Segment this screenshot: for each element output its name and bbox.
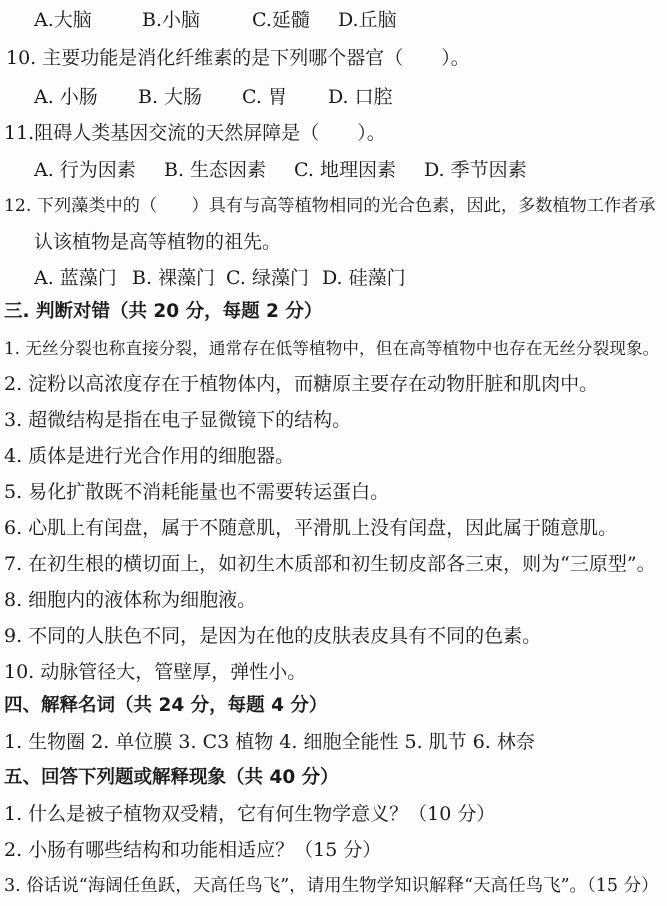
- q12-option-a: A. 蓝藻门: [34, 267, 117, 289]
- section3-item-1: 1. 无丝分裂也称直接分裂，通常存在低等植物中，但在高等植物中也存在无丝分裂现象。: [4, 338, 660, 358]
- q10-option-c: C. 胃: [242, 86, 287, 108]
- section3-item-6: 6. 心肌上有闰盘，属于不随意肌，平滑肌上没有闰盘，因此属于随意肌。: [4, 517, 618, 539]
- q11-options: [34, 158, 527, 182]
- q12-option-b: B. 裸藻门: [132, 267, 216, 289]
- q11-text: 11.阻碍人类基因交流的天然屏障是（ ）。: [4, 122, 386, 144]
- section5-item-3: 3. 俗话说“海阔任鱼跃，天高任鸟飞”，请用生物学知识解释“天高任鸟飞”。（15 分）: [4, 876, 659, 896]
- q9-option-c: C.延髓: [252, 9, 310, 31]
- q12-text-line1: 12. 下列藻类中的（ ）具有与高等植物相同的光合色素，因此，多数植物工作者承: [4, 196, 656, 216]
- section4-title: 四、解释名词（共 24 分，每题 4 分）: [4, 695, 328, 716]
- q11-option-a: A. 行为因素: [34, 159, 136, 181]
- section3-item-2: 2. 淀粉以高浓度存在于植物体内，而糖原主要存在动物肝脏和肌肉中。: [4, 373, 599, 395]
- q11-option-b: B. 生态因素: [164, 159, 267, 181]
- q12-text-line2: 认该植物是高等植物的祖先。: [34, 231, 282, 253]
- q12-option-c: C. 绿藻门: [226, 267, 309, 289]
- section3-item-7: 7. 在初生根的横切面上，如初生木质部和初生韧皮部各三束，则为“三原型”。: [4, 553, 656, 575]
- q10-option-a: A. 小肠: [34, 86, 98, 108]
- section3-item-9: 9. 不同的人肤色不同，是因为在他的皮肤表皮具有不同的色素。: [4, 625, 542, 647]
- q12-option-d: D. 硅藻门: [322, 267, 406, 289]
- section3-item-10: 10. 动脉管径大，管壁厚，弹性小。: [4, 661, 307, 683]
- section3-item-8: 8. 细胞内的液体称为细胞液。: [4, 589, 257, 611]
- section5-item-2: 2. 小肠有哪些结构和功能相适应？（15 分）: [4, 839, 382, 861]
- q11-option-d: D. 季节因素: [424, 159, 527, 181]
- section3-title: 三. 判断对错（共 20 分，每题 2 分）: [4, 301, 323, 322]
- section5-item-1: 1. 什么是被子植物双受精，它有何生物学意义？（10 分）: [4, 803, 496, 825]
- q10-option-b: B. 大肠: [138, 86, 203, 108]
- q9-option-a: A.大脑: [34, 9, 92, 31]
- q10-option-d: D. 口腔: [328, 86, 393, 108]
- q10-text: 10. 主要功能是消化纤维素的是下列哪个器官（ ）。: [6, 47, 470, 69]
- section3-item-4: 4. 质体是进行光合作用的细胞器。: [4, 445, 295, 467]
- q9-option-d: D.丘脑: [338, 9, 397, 31]
- section3-item-3: 3. 超微结构是指在电子显微镜下的结构。: [4, 409, 352, 431]
- q9-options: [34, 8, 397, 32]
- section3-item-5: 5. 易化扩散既不消耗能量也不需要转运蛋白。: [4, 481, 390, 503]
- q10-options: [34, 85, 393, 109]
- q11-option-c: C. 地理因素: [294, 159, 396, 181]
- q9-option-b: B.小脑: [142, 9, 201, 31]
- q12-options: [34, 266, 406, 290]
- section4-items: 1. 生物圈 2. 单位膜 3. C3 植物 4. 细胞全能性 5. 肌节 6. 林奈: [4, 731, 535, 753]
- section5-title: 五、回答下列题或解释现象（共 40 分）: [4, 767, 339, 788]
